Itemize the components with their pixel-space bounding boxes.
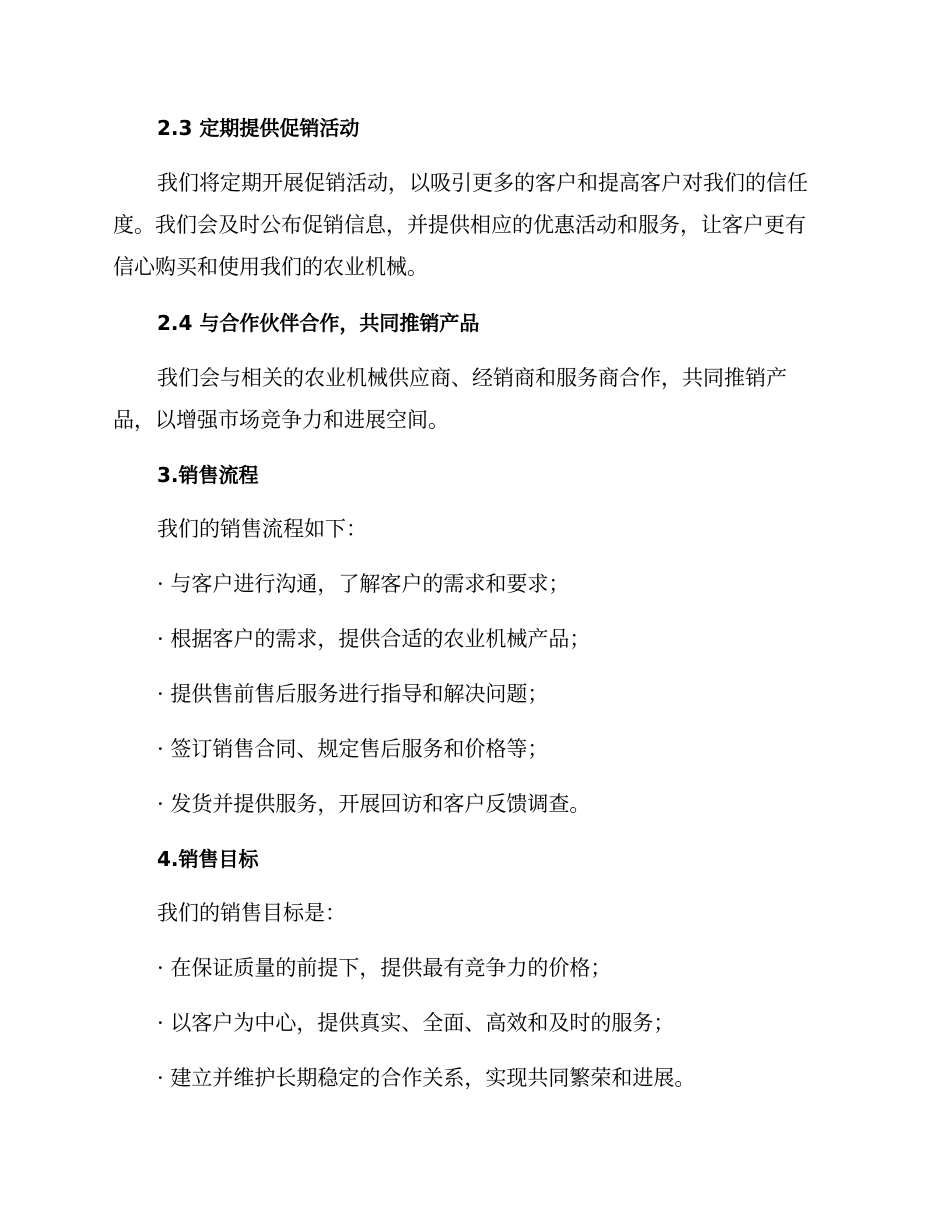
paragraph-line: 我们会与相关的农业机械供应商、经销商和服务商合作，共同推销产 xyxy=(157,366,787,390)
paragraph-line: 我们将定期开展促销活动，以吸引更多的客户和提高客户对我们的信任 xyxy=(157,171,808,195)
list-item: · 以客户为中心，提供真实、全面、高效和及时的服务； xyxy=(157,1011,675,1035)
paragraph-line: 度。我们会及时公布促销信息，并提供相应的优惠活动和服务，让客户更有 xyxy=(113,213,806,237)
list-item: · 发货并提供服务，开展回访和客户反馈调查。 xyxy=(157,792,591,816)
section-intro: 我们的销售目标是： xyxy=(157,901,346,925)
list-item: · 在保证质量的前提下，提供最有竞争力的价格； xyxy=(157,956,612,980)
paragraph-line: 品，以增强市场竞争力和进展空间。 xyxy=(113,408,449,432)
list-item: · 建立并维护长期稳定的合作关系，实现共同繁荣和进展。 xyxy=(157,1066,696,1090)
paragraph-line: 信心购买和使用我们的农业机械。 xyxy=(113,255,428,279)
list-item: · 根据客户的需求，提供合适的农业机械产品； xyxy=(157,627,591,651)
section-intro: 我们的销售流程如下： xyxy=(157,517,367,541)
section-heading-2-3: 2.3 定期提供促销活动 xyxy=(157,116,360,140)
list-item: · 提供售前售后服务进行指导和解决问题； xyxy=(157,682,549,706)
section-heading-2-4: 2.4 与合作伙伴合作，共同推销产品 xyxy=(157,311,480,335)
section-heading-3: 3.销售流程 xyxy=(157,463,259,487)
list-item: · 与客户进行沟通，了解客户的需求和要求； xyxy=(157,572,570,596)
list-item: · 签订销售合同、规定售后服务和价格等； xyxy=(157,737,549,761)
section-heading-4: 4.销售目标 xyxy=(157,847,259,871)
